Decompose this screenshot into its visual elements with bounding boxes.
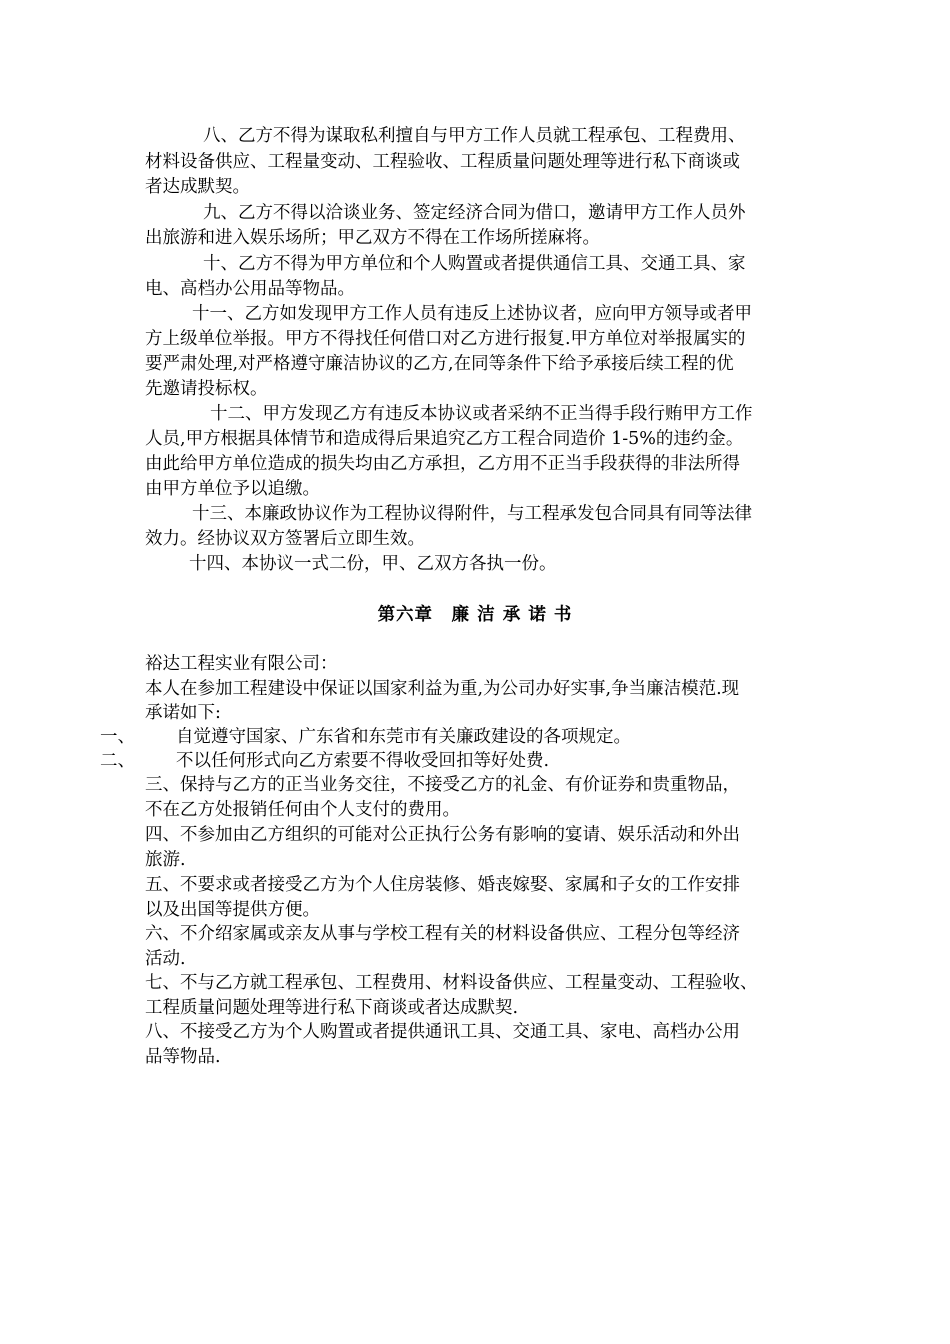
clause-11-line-2: 方上级单位举报。甲方不得找任何借口对乙方进行报复.甲方单位对举报属实的 [145, 329, 746, 349]
clause-12-line-4: 由甲方单位予以追缴。 [145, 479, 320, 499]
pledge-item-2-number: 二、 [100, 751, 135, 771]
clause-11-line-4: 先邀请投标权。 [145, 379, 268, 399]
clause-11-line-3: 要严肃处理,对严格遵守廉洁协议的乙方,在同等条件下给予承接后续工程的优 [145, 354, 734, 374]
clause-12-line-1: 十二、甲方发现乙方有违反本协议或者采纳不正当得手段行贿甲方工作 [210, 404, 753, 424]
pledge-item-6-line-1: 六、不介绍家属或亲友从事与学校工程有关的材料设备供应、工程分包等经济 [145, 924, 740, 944]
pledge-item-3-line-2: 不在乙方处报销任何由个人支付的费用。 [145, 800, 460, 820]
pledge-item-5-line-2: 以及出国等提供方便。 [145, 900, 320, 920]
pledge-item-1-text: 自觉遵守国家、广东省和东莞市有关廉政建设的各项规定。 [176, 727, 631, 747]
clause-12-line-2: 人员,甲方根据具体情节和造成得后果追究乙方工程合同造价 1-5%的违约金。 [145, 429, 744, 449]
pledge-item-4-line-1: 四、不参加由乙方组织的可能对公正执行公务有影响的宴请、娱乐活动和外出 [145, 825, 740, 845]
clause-9-line-2: 出旅游和进入娱乐场所；甲乙双方不得在工作场所搓麻将。 [145, 228, 600, 248]
pledge-item-2-text: 不以任何形式向乙方索要不得收受回扣等好处费. [176, 751, 550, 771]
pledge-item-5-line-1: 五、不要求或者接受乙方为个人住房装修、婚丧嫁娶、家属和子女的工作安排 [145, 875, 740, 895]
pledge-item-7-line-1: 七、不与乙方就工程承包、工程费用、材料设备供应、工程量变动、工程验收、 [145, 973, 758, 993]
clause-13-line-2: 效力。经协议双方签署后立即生效。 [145, 529, 425, 549]
clause-10-line-2: 电、高档办公用品等物品。 [145, 279, 355, 299]
pledge-intro-line-2: 承诺如下: [145, 703, 221, 723]
pledge-intro-line-1: 本人在参加工程建设中保证以国家利益为重,为公司办好实事,争当廉洁模范.现 [145, 679, 740, 699]
clause-14-line-1: 十四、本协议一式二份，甲、乙双方各执一份。 [189, 554, 557, 574]
pledge-item-4-line-2: 旅游. [145, 850, 186, 870]
pledge-item-3-line-1: 三、保持与乙方的正当业务交往，不接受乙方的礼金、有价证券和贵重物品， [145, 775, 740, 795]
pledge-item-8-line-1: 八、不接受乙方为个人购置或者提供通讯工具、交通工具、家电、高档办公用 [145, 1022, 740, 1042]
clause-10-line-1: 十、乙方不得为甲方单位和个人购置或者提供通信工具、交通工具、家 [203, 254, 746, 274]
clause-13-line-1: 十三、本廉政协议作为工程协议得附件，与工程承发包合同具有同等法律 [192, 504, 752, 524]
chapter-title: 第六章 廉 洁 承 诺 书 [377, 605, 573, 625]
pledge-salutation: 裕达工程实业有限公司： [145, 654, 338, 674]
clause-8-line-2: 材料设备供应、工程量变动、工程验收、工程质量问题处理等进行私下商谈或 [145, 152, 740, 172]
clause-8-line-3: 者达成默契。 [145, 177, 250, 197]
pledge-item-7-line-2: 工程质量问题处理等进行私下商谈或者达成默契. [145, 998, 519, 1018]
clause-11-line-1: 十一、乙方如发现甲方工作人员有违反上述协议者，应向甲方领导或者甲 [192, 304, 752, 324]
pledge-item-1-number: 一、 [100, 727, 135, 747]
clause-12-line-3: 由此给甲方单位造成的损失均由乙方承担，乙方用不正当手段获得的非法所得 [145, 454, 740, 474]
pledge-item-8-line-2: 品等物品. [145, 1047, 221, 1067]
pledge-item-6-line-2: 活动. [145, 949, 186, 969]
clause-9-line-1: 九、乙方不得以洽谈业务、签定经济合同为借口，邀请甲方工作人员外 [203, 203, 746, 223]
clause-8-line-1: 八、乙方不得为谋取私利擅自与甲方工作人员就工程承包、工程费用、 [203, 126, 746, 146]
